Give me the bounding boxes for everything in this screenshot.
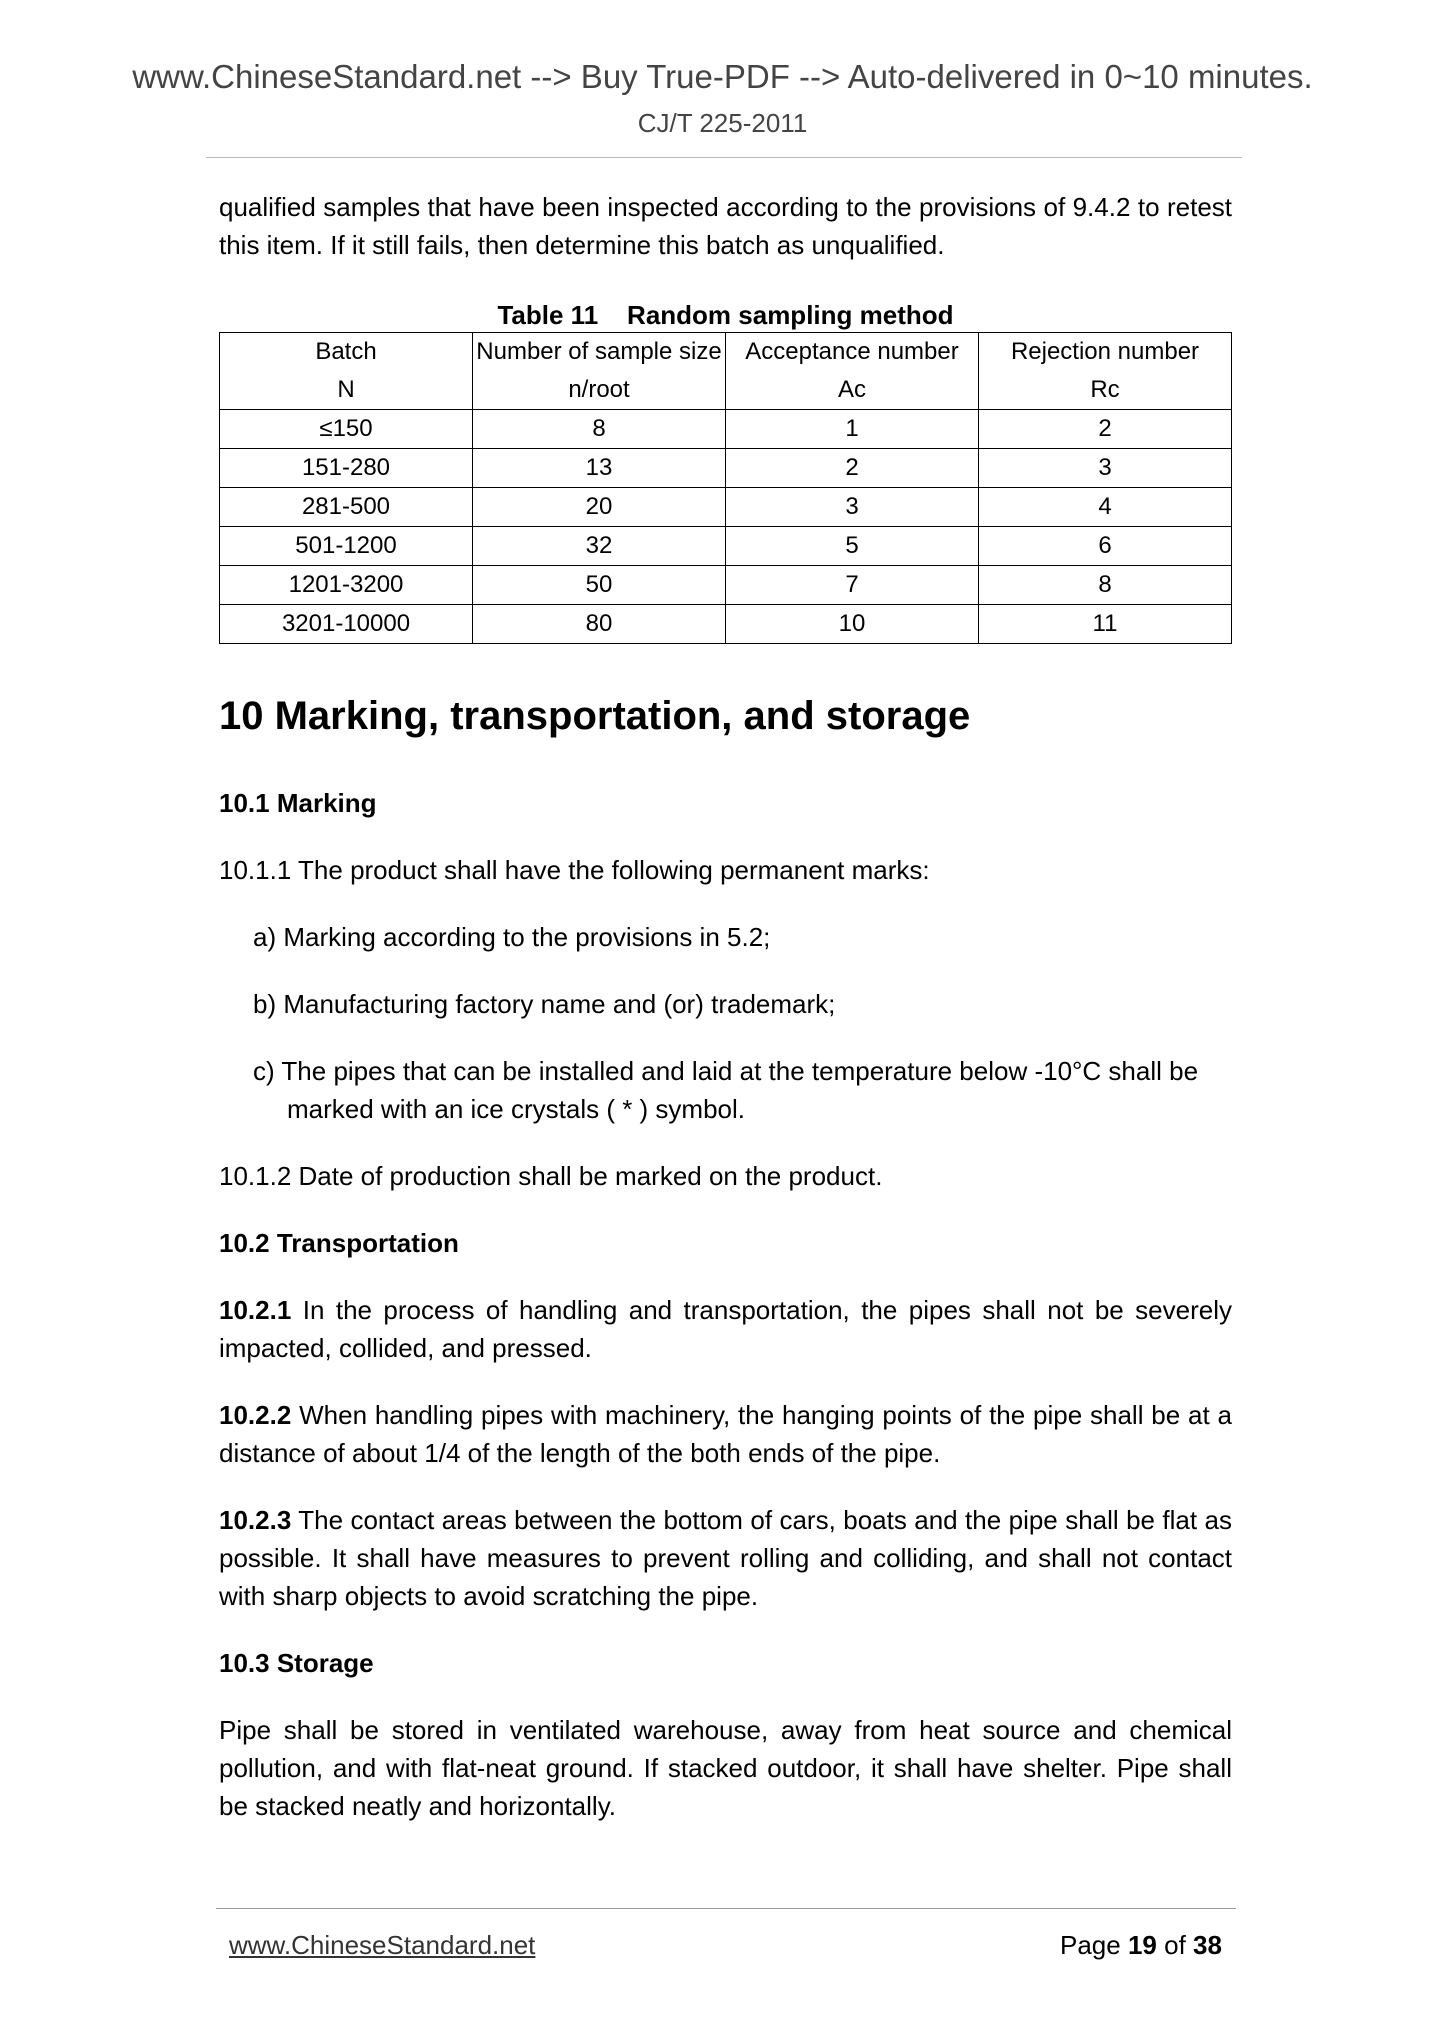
section-heading: 10 Marking, transportation, and storage (219, 694, 971, 738)
table-cell: 3 (726, 488, 979, 527)
footer-divider (216, 1908, 1236, 1909)
table-cell: 11 (979, 605, 1232, 644)
page-number (1060, 1930, 1222, 1961)
table-row (220, 488, 1232, 527)
table-cell: 50 (473, 566, 726, 605)
header-cell-sample-unit: n/root (473, 371, 726, 410)
subsection-heading-marking: 10.1 Marking (219, 788, 377, 818)
table-cell: 1 (726, 410, 979, 449)
document-code: CJ/T 225-2011 (637, 108, 808, 138)
clause-10-1-2: 10.1.2 Date of production shall be marked on the product. (219, 1161, 883, 1191)
table-cell: 3201-10000 (220, 605, 473, 644)
page-content (219, 188, 1232, 1825)
table-cell: 3 (979, 449, 1232, 488)
of-label: of (1164, 1930, 1186, 1960)
list-item-c: c) The pipes that can be installed and laid at the temperature below -10°C shall be marked with an ice crystals ( * ) symbol. (253, 1056, 1199, 1124)
table-cell: 20 (473, 488, 726, 527)
table-cell: 151-280 (220, 449, 473, 488)
header-title: www.ChineseStandard.net --> Buy True-PDF --> Auto-delivered in 0~10 minutes. (132, 58, 1313, 95)
header-divider (206, 157, 1242, 158)
clause-10-2-1 (219, 1291, 1232, 1367)
header-cell-rc: Rc (979, 371, 1232, 410)
table-caption: Table 11 Random sampling method (497, 300, 954, 330)
storage-paragraph: Pipe shall be stored in ventilated warehouse, away from heat source and chemical pollution, and with flat-neat ground. If stacked outdoor, it shall have shelter. Pipe shall be stacked neatly and horizontally. (219, 1715, 1232, 1821)
table-header-row (220, 371, 1232, 410)
clause-10-2-2 (219, 1396, 1232, 1472)
table-cell: 10 (726, 605, 979, 644)
table-row (220, 449, 1232, 488)
table-row (220, 527, 1232, 566)
clause-10-1-1: 10.1.1 The product shall have the following permanent marks: (219, 855, 930, 885)
table-cell: 8 (979, 566, 1232, 605)
subsection-heading-storage: 10.3 Storage (219, 1648, 374, 1678)
table-cell: 2 (979, 410, 1232, 449)
footer-site-link[interactable]: www.ChineseStandard.net (229, 1930, 536, 1960)
table-cell: 281-500 (220, 488, 473, 527)
table-cell: 32 (473, 527, 726, 566)
table-cell: 6 (979, 527, 1232, 566)
table-cell: 5 (726, 527, 979, 566)
intro-paragraph: qualified samples that have been inspected according to the provisions of 9.4.2 to retest this item. If it still fails, then determine this batch as unqualified. (219, 192, 1232, 260)
subsection-heading-transportation: 10.2 Transportation (219, 1228, 459, 1258)
table-row (220, 605, 1232, 644)
header-cell-sample-size: Number of sample size (473, 333, 726, 372)
page-total: 38 (1193, 1930, 1222, 1960)
header-cell-rejection: Rejection number (979, 333, 1232, 372)
table-cell: 501-1200 (220, 527, 473, 566)
header-cell-ac: Ac (726, 371, 979, 410)
table-cell: 7 (726, 566, 979, 605)
table-cell: 80 (473, 605, 726, 644)
header-cell-acceptance: Acceptance number (726, 333, 979, 372)
page-label: Page (1060, 1930, 1121, 1960)
table-cell: 8 (473, 410, 726, 449)
table-row (220, 410, 1232, 449)
clause-10-2-3 (219, 1501, 1232, 1615)
table-cell: 1201-3200 (220, 566, 473, 605)
table-cell: 13 (473, 449, 726, 488)
header-cell-batch-symbol: N (220, 371, 473, 410)
table-cell: 4 (979, 488, 1232, 527)
list-item-b: b) Manufacturing factory name and (or) trademark; (253, 989, 836, 1019)
clause-text: When handling pipes with machinery, the hanging points of the pipe shall be at a distance of about 1/4 of the length of the both ends of the pipe. (219, 1400, 1232, 1468)
clause-number: 10.2.2 (219, 1400, 292, 1430)
table-cell: ≤150 (220, 410, 473, 449)
clause-text: The contact areas between the bottom of cars, boats and the pipe shall be flat as possible. It shall have measures to prevent rolling and colliding, and shall not contact with sharp objects to avoid scratching the pipe. (219, 1505, 1232, 1611)
table-header-row (220, 333, 1232, 372)
page-current: 19 (1127, 1930, 1157, 1960)
table-cell: 2 (726, 449, 979, 488)
clause-number: 10.2.3 (219, 1505, 292, 1535)
list-item-a: a) Marking according to the provisions in 5.2; (253, 922, 771, 952)
clause-text: In the process of handling and transportation, the pipes shall not be severely impacted, collided, and pressed. (219, 1295, 1232, 1363)
header-cell-batch: Batch (220, 333, 473, 372)
clause-number: 10.2.1 (219, 1295, 292, 1325)
sampling-table (219, 332, 1232, 644)
table-row (220, 566, 1232, 605)
